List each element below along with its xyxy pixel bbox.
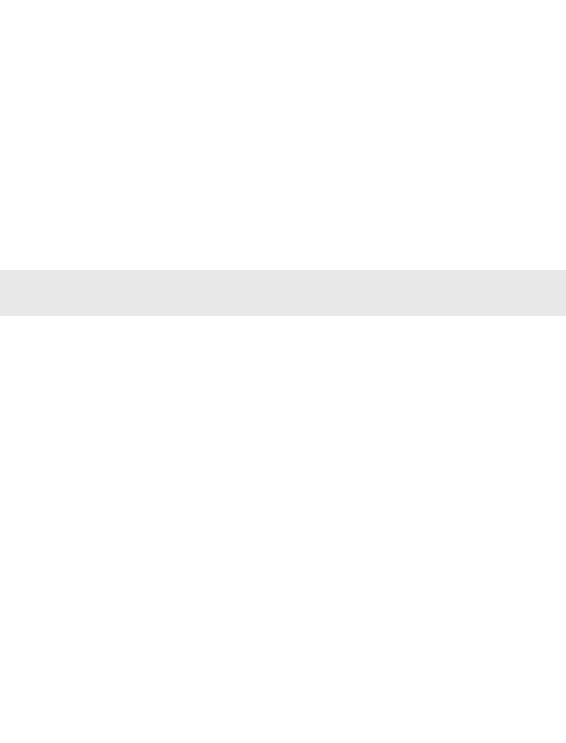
performance-chart — [0, 318, 566, 743]
section-header — [0, 270, 566, 316]
